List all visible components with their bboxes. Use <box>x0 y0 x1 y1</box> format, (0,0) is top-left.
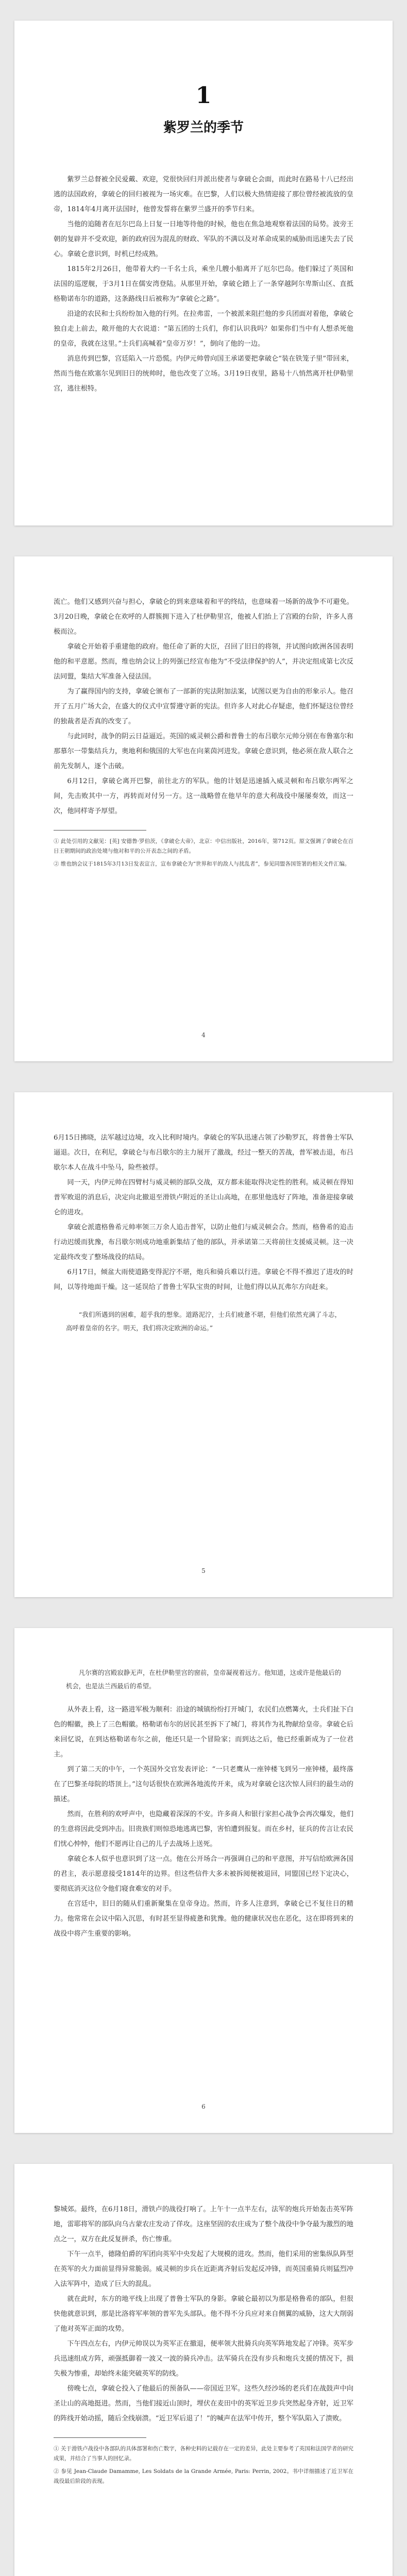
paragraph: 到了第二天的中午，一个英国外交官发表评论：“一只老鹰从一座钟楼飞到另一座钟楼，最终落在了巴黎圣母院的塔顶上。”这句话很快在欧洲各地流传开来，成为对拿破仑这次惊人回归的最生动的描述。 <box>54 1766 353 1803</box>
block-quote: “我们所遇到的困难，超乎我的想象。道路泥泞，士兵们疲惫不堪，但他们依然充满了斗志，高呼着皇帝的名字。明天，我们将决定欧洲的命运。” <box>66 1311 341 1332</box>
chapter-title: 紫罗兰的季节 <box>163 120 244 135</box>
block-quote: 凡尔赛的宫殿寂静无声，在杜伊勒里宫的窗前，皇帝凝视着远方。他知道，这或许是他最后的机会，也是法兰西最后的希望。 <box>66 1669 341 1690</box>
page-body <box>54 1628 353 1941</box>
paragraph: 6月17日，倾盆大雨使道路变得泥泞不堪，炮兵和骑兵难以行进。拿破仑不得不推迟了进攻的时间，以等待地面干燥。这一延误给了普鲁士军队宝贵的时间，让他们得以从瓦弗尔方向赶来。 <box>54 1268 353 1291</box>
paragraph: 下午四点左右，内伊元帅误以为英军正在撤退，便率领大批骑兵向英军阵地发起了冲锋。英军步兵迅速组成方阵，顽强抵御着一波又一波的骑兵冲击。法军骑兵在没有步兵和炮兵支援的情况下，损失极为惨重，却始终未能突破英军的防线。 <box>54 2340 353 2378</box>
document-page-1 <box>14 21 393 526</box>
page-number: 5 <box>201 1567 206 1574</box>
footnote-divider <box>54 2437 146 2438</box>
paragraph: 与此同时，战争的阴云日益逼近。英国的威灵顿公爵和普鲁士的布吕歇尔元帅分别在布鲁塞尔和那慕尔一带集结兵力，奥地利和俄国的大军也在向莱茵河进发。拿破仑意识到，他必须在敌人联合之前先发制人，逐个击破。 <box>54 733 353 770</box>
document-page-4 <box>14 1628 393 2133</box>
paragraph: 拿破仑本人似乎也意识到了这一点。他在公开场合一再强调自己的和平意图，并写信给欧洲各国的君主，表示愿意接受1814年的边界。但这些信件大多未被拆阅便被退回，同盟国已经下定决心，要彻底消灭这位令他们寝食难安的对手。 <box>54 1855 353 1893</box>
paragraph: 消息传到巴黎，宫廷陷入一片恐慌。内伊元帅曾向国王承诺要把拿破仑“装在铁笼子里”带回来，然而当他在欧塞尔见到旧日的统帅时，他也改变了立场。3月19日夜里，路易十八悄然离开杜伊勒里宫，逃往根特。 <box>54 355 353 393</box>
paragraph: 下午一点半，德隆伯爵的军团向英军中央发起了大规模的进攻。然而，他们采用的密集纵队阵型在英军的火力面前显得异常脆弱。威灵顿的步兵在近距离齐射后发起反冲锋，而英国重骑兵则猛烈冲入法军阵中，造成了巨大的混乱。 <box>54 2250 353 2288</box>
footnote: ② 维也纳会议于1815年3月13日发表宣言，宣布拿破仑为“世界和平的敌人与扰乱者”，参见同盟各国签署的相关文件汇编。 <box>54 861 350 867</box>
paragraph: 流亡。他们又感到兴奋与担心，拿破仑的到来意味着和平的终结，也意味着一场新的战争不可避免。3月20日晚，拿破仑在欢呼的人群簇拥下进入了杜伊勒里宫，他被人们抬上了宫殿的台阶，许多人喜极而泣。 <box>54 598 353 636</box>
paragraph: 为了赢得国内的支持，拿破仑颁布了一部新的宪法附加法案，试图以更为自由的形象示人。他召开了五月广场大会，在盛大的仪式中宣誓遵守新的宪法。但许多人对此心存疑虑，他们怀疑这位曾经的独裁者是否真的改变了。 <box>54 688 353 725</box>
paragraph: 同一天，内伊元帅在四臂村与威灵顿的部队交战，双方都未能取得决定性的胜利。威灵顿在得知普军败退的消息后，决定向北撤退至滑铁卢附近的圣让山高地，在那里他选好了阵地，准备迎接拿破仑的进攻。 <box>54 1179 353 1216</box>
paragraph: 6月15日拂晓，法军越过边境，攻入比利时境内。拿破仑的军队迅速占领了沙勒罗瓦，将普鲁士军队逼退。次日，在利尼，拿破仑与布吕歇尔的主力展开了激战，经过一整天的苦战，普军被击退，布吕歇尔本人在战斗中坠马，险些被俘。 <box>54 1134 353 1172</box>
paragraph: 紫罗兰总督被全民爱戴、欢迎，党很快回归并派出使者与拿破仑会面，而此时在路易十八已经出逃的法国政府，拿破仑的回归被视为一场灾难。在巴黎，人们以极大热情迎接了那位曾经被流放的皇帝，1814年4月离开法国时，他曾发誓将在紫罗兰盛开的季节归来。 <box>54 176 353 213</box>
paragraph: 6月12日，拿破仑离开巴黎，前往北方的军队。他的计划是迅速插入威灵顿和布吕歇尔两军之间，先击败其中一方，再转而对付另一方。这一战略曾在他早年的意大利战役中屡屡奏效，而这一次，他同样寄予厚望。 <box>54 777 353 815</box>
paragraph: 沿途的农民和士兵纷纷加入他的行列。在拉弗雷，一个被派来阻拦他的步兵团面对着他，拿破仑独自走上前去，敞开他的大衣说道：“第五团的士兵们，你们认识我吗？如果你们当中有人想杀死他的皇帝，我就在这里。”士兵们高喊着“皇帝万岁！”，倒向了他的一边。 <box>54 310 353 348</box>
footnote: ② 参见 Jean-Claude Damamme, Les Soldats de la Grande Armée, Paris: Perrin, 2002。书中详细描述了近卫军在战役最后阶段的表现。 <box>54 2468 353 2484</box>
page-body <box>54 556 353 869</box>
document-page-3 <box>14 1092 393 1597</box>
paragraph: 就在此时，东方的地平线上出现了普鲁士军队的身影。拿破仑最初以为那是格鲁希的部队，但很快他就意识到，那是比洛将军率领的普军先头部队。他不得不分兵应对来自侧翼的威胁，这大大削弱了他对英军正面的攻势。 <box>54 2295 353 2333</box>
page-body <box>54 172 353 396</box>
paragraph: 在宫廷中，旧日的随从们重新聚集在皇帝身边。然而，许多人注意到，拿破仑已不复往日的精力。他常常在会议中陷入沉思，有时甚至显得疲惫和犹豫。他的健康状况也在恶化，这在即将到来的战役中将产生重要的影响。 <box>54 1900 353 1938</box>
footnote: ① 此处引用的文献见：[英] 安德鲁·罗伯茨，《拿破仑大帝》，北京：中信出版社，2016年，第712页。原文强调了拿破仑在百日王朝期间的政治处境与他对和平的公开表态之间的矛盾。 <box>54 838 353 854</box>
paragraph: 从外表上看，这一路进军极为顺利：沿途的城镇纷纷打开城门，农民们点燃篝火，士兵们扯下白色的帽徽，换上了三色帽徽。格勒诺布尔的居民甚至拆下了城门，将其作为礼物献给皇帝。拿破仑后来回忆说，在到达格勒诺布尔之前，他还只是一个冒险家；而到达之后，他已经重新成为了一位君主。 <box>54 1706 353 1758</box>
paragraph: 然而，在胜利的欢呼声中，也隐藏着深深的不安。许多商人和银行家担心战争会再次爆发，他们的生意将因此受到冲击。旧贵族们则惊恐地逃离巴黎，害怕遭到报复。而在乡村，征兵的传言让农民们忧心忡忡，他们不愿再让自己的儿子去战场上送死。 <box>54 1810 353 1848</box>
paragraph: 拿破仑派遣格鲁希元帅率领三万余人追击普军，以防止他们与威灵顿会合。然而，格鲁希的追击行动迟缓而犹豫，布吕歇尔则成功地重新集结了他的部队，并承诺第二天将前往支援威灵顿。这一决定最终改变了整场战役的结局。 <box>54 1224 353 1261</box>
page-body <box>54 1092 353 1335</box>
document-page-5 <box>14 2164 393 2576</box>
footnote-divider <box>54 830 146 831</box>
paragraph: 傍晚七点，拿破仑投入了他最后的预备队——帝国近卫军。这些久经沙场的老兵们在战鼓声中向圣让山的高地挺进。然而，当他们接近山顶时，埋伏在麦田中的英军近卫步兵突然起身齐射，近卫军的阵线开始动摇，随后全线崩溃。“近卫军后退了！”的喊声在法军中传开，整个军队陷入了溃败。 <box>54 2385 353 2422</box>
chapter-number: 1 <box>195 82 212 109</box>
document-page-2 <box>14 556 393 1061</box>
footnote: ① 关于滑铁卢战役中各部队的具体部署和伤亡数字，各种史料的记载存在一定的差异，此处主要参考了英国和法国学者的研究成果，并结合了当事人的回忆录。 <box>54 2446 353 2462</box>
page-body <box>54 2164 353 2486</box>
page-number: 4 <box>201 1031 206 1039</box>
paragraph: 黎城郊。最终，在6月18日，滑铁卢的战役打响了。上午十一点半左右，法军的炮兵开始轰击英军阵地，雷耶将军的部队向乌古蒙农庄发动了佯攻。这座坚固的农庄成为了整个战役中争夺最为激烈的地点之一，双方在此反复拼杀，伤亡惨重。 <box>54 2206 353 2243</box>
page-number: 6 <box>201 2103 206 2110</box>
paragraph: 1815年2月26日，他带着大约一千名士兵，乘坐几艘小船离开了厄尔巴岛。他们躲过了英国和法国的巡逻舰，于3月1日在儒安湾登陆。从那里开始，拿破仑踏上了一条穿越阿尔卑斯山区、直抵格勒诺布尔的道路，这条路线日后被称为“拿破仑之路”。 <box>54 265 353 303</box>
paragraph: 当他的追随者在厄尔巴岛上日复一日地等待他的时候，他也在焦急地观察着法国的局势。波旁王朝的复辟并不受欢迎，新的政府因为混乱的财政、军队的不满以及对革命成果的威胁而迅速失去了民心。拿破仑意识到，时机已经成熟。 <box>54 221 353 258</box>
paragraph: 拿破仑开始着手重建他的政府。他任命了新的大臣，召回了旧日的将领，并试图向欧洲各国表明他的和平意愿。然而，维也纳会议上的列强已经宣布他为“不受法律保护的人”，并决定组成第七次反法同盟，集结大军准备入侵法国。 <box>54 643 353 681</box>
